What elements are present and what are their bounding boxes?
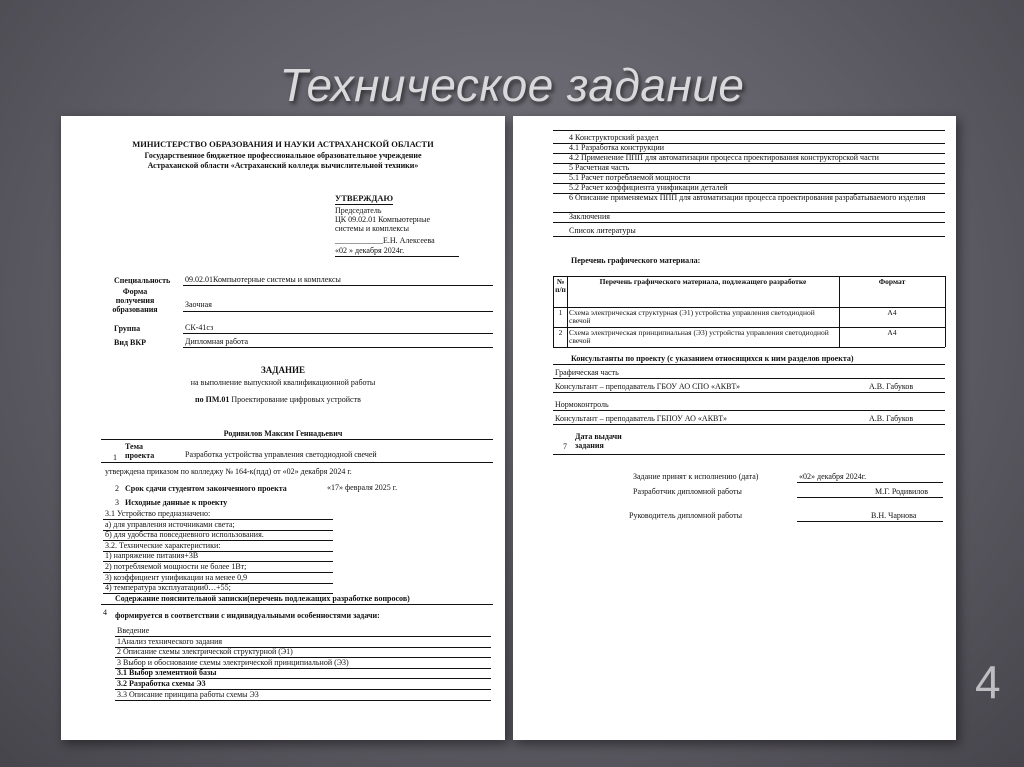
approve-signature: ____________Е.Н. Алексеева [335,236,435,245]
list-item: Список литературы [569,226,636,235]
content-number: 4 [103,608,107,617]
list-item: 1Анализ технического задания [117,636,223,646]
approve-line: системы и комплексы [335,224,409,233]
slide-title: Техническое задание [279,59,745,111]
list-item: 2 Описание схемы электрической структурной (Э1) [117,647,293,657]
list-item: 3.3 Описание принципа работы схемы Э3 [117,689,259,699]
group-value: СК-41сз [185,323,214,332]
table-header-format: Формат [878,277,906,286]
specialty-label: Специальность [114,276,171,285]
module-name: Проектирование цифровых устройств [231,395,361,404]
institution-name: Астраханской области «Астраханский колледж вычислительной техники» [147,161,419,170]
norm-control-label: Нормоконтроль [555,400,609,409]
ministry-header: МИНИСТЕРСТВО ОБРАЗОВАНИЯ И НАУКИ АСТРАХАНСКОЙ ОБЛАСТИ [132,139,434,149]
student-name: Родивилов Максим Геннадьевич [223,429,343,438]
developer-name: М.Г. Родивилов [875,487,929,496]
list-item: 1) напряжение питания+3В [105,551,199,561]
supervisor-label: Руководитель дипломной работы [629,511,742,520]
accepted-label: Задание принят к исполнению (дата) [633,472,759,481]
table-cell-num: 1 [558,308,563,317]
graphics-title: Перечень графического материала: [571,256,701,265]
developer-label: Разработчик дипломной работы [633,487,742,496]
list-item: Введение [117,626,150,635]
topic-label: Тема проекта [125,442,155,461]
vkr-value: Дипломная работа [185,337,249,346]
study-form-value: Заочная [185,300,212,309]
list-item: 5.1 Расчет потребляемой мощности [569,173,691,182]
list-item: 3.2. Технические характеристики: [105,540,221,550]
document-page-right [513,116,956,740]
group-label: Группа [114,324,141,333]
approve-title: УТВЕРЖДАЮ [335,193,394,203]
issue-label: Дата выдачи задания [575,432,622,451]
initial-data-title: Исходные данные к проекту [125,498,228,507]
list-item: Заключения [569,212,610,221]
accepted-date: «02» декабря 2024г. [799,472,867,481]
consultant-name: А.В. Габуков [869,382,914,391]
deadline-number: 2 [115,484,119,493]
list-item: 3.2 Разработка схемы Э3 [117,679,206,688]
list-item: 4) температура эксплуатации0…+55; [105,583,231,593]
list-item: 3) коэффициент унификации на менее 0,9 [105,572,248,582]
institution-line: Государственное бюджетное профессиональное образовательное учреждение [144,151,422,160]
list-item: 3.1 Выбор элементной базы [117,668,217,678]
consultant-role: Консультант – преподаватель ГБОУ АО СПО «АКВТ» [555,382,741,391]
initial-data-number: 3 [115,498,119,507]
task-subtitle: на выполнение выпускной квалификационной работы [190,378,376,387]
list-item: 5.2 Расчет коэффициента унификации деталей [569,183,728,192]
order-line: утверждена приказом по колледжу № 164-к(пдд) от «02» декабря 2024 г. [105,467,352,476]
table-header-name: Перечень графического материала, подлежащего разработке [599,277,807,286]
document-page-left [61,116,505,740]
topic-number: 1 [113,453,117,462]
list-item: а) для управления источниками света; [105,519,235,529]
approve-date: «02 » декабря 2024г. [335,246,405,255]
consultant-name: А.В. Габуков [869,414,914,423]
content-title: Содержание пояснительной записки(перечень подлежащих разработке вопросов) [115,594,410,603]
deadline-value: «17» февраля 2025 г. [327,483,398,492]
task-title: ЗАДАНИЕ [261,365,305,375]
list-item: 5 Расчетная часть [569,163,630,172]
list-item: 4 Конструкторский раздел [569,133,659,142]
list-item: б) для удобства повседневного использования. [105,530,264,540]
slide-number: 4 [975,656,1001,708]
table-cell-name: Схема электрическая принципиальная (Э3) устройства управления светодиодной свечой [569,328,829,346]
table-cell-name: Схема электрическая структурная (Э1) устройства управления светодиодной свечой [569,308,815,326]
table-header-num: № п/п [555,277,566,295]
list-item: 4.1 Разработка конструкции [569,143,665,152]
supervisor-name: В.Н. Чарнова [871,511,917,520]
list-item: 2) потребляемой мощности не более 1Вт; [105,562,247,571]
consultant-role: Консультант – преподаватель ГБПОУ АО «АКВТ» [555,414,727,423]
approve-line: ЦК 09.02.01 Компьютерные [335,215,431,224]
deadline-label: Срок сдачи студентом законченного проекта [125,484,287,493]
list-item: 3 Выбор и обоснование схемы электрической принципиальной (Э3) [117,657,349,667]
list-item: 3.1 Устройство предназначено: [105,509,211,518]
topic-value: Разработка устройства управления светодиодной свечей [185,450,377,459]
content-subtitle: формируется в соответствии с индивидуальными особенностями задачи: [115,611,380,620]
module-code: по ПМ.01 [195,395,230,404]
table-cell-format: А4 [887,328,897,337]
approve-line: Председатель [335,206,382,215]
task-module [195,395,361,404]
vkr-label: Вид ВКР [114,338,147,347]
list-item: 4.2 Применение ППП для автоматизации процесса проектирования конструкторской части [569,153,879,162]
consultants-title: Консультанты по проекту (с указанием относящихся к ним разделов проекта) [571,354,854,363]
issue-number: 7 [563,442,567,451]
study-form-label: Форма получения образования [112,287,158,314]
table-cell-num: 2 [558,328,563,337]
list-item: 6 Описание применяемых ППП для автоматизации процесса проектирования разрабатываемого изделия [569,193,926,202]
graphic-part-label: Графическая часть [555,368,619,377]
specialty-value: 09.02.01Компьютерные системы и комплексы [185,275,341,284]
table-cell-format: А4 [887,308,897,317]
